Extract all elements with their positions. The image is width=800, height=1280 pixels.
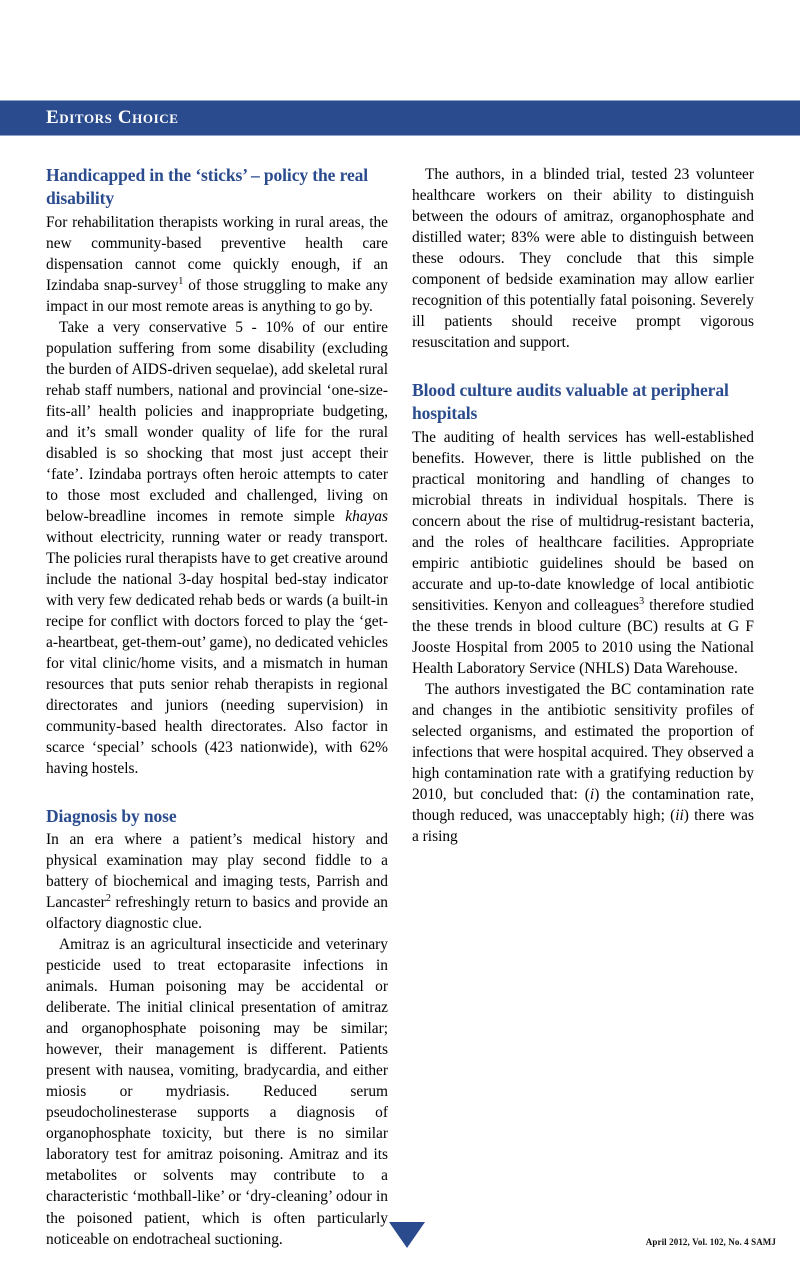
paragraph-handicapped-1 (46, 212, 388, 317)
footnote-ref-3: 3 (639, 595, 645, 607)
text-run: of those struggling to make any impact in our most remote areas is anything to go by. (46, 276, 388, 315)
roman-numeral-i: i (589, 785, 595, 803)
column-right (412, 164, 754, 1194)
text-run: refreshingly return to basics and provide an olfactory diagnostic clue. (46, 894, 388, 933)
article-heading-blood-culture: Blood culture audits valuable at peripheral hospitals (412, 380, 729, 424)
article-heading-handicapped: Handicapped in the ‘sticks’ – policy the real disability (46, 165, 369, 209)
text-run: therefore studied the these trends in blood culture (BC) results at G F Jooste Hospital from 2005 to 2010 using the National Health Laboratory Service (NHLS) Data Warehouse. (412, 596, 754, 677)
italic-term-khayas: khayas (345, 507, 388, 525)
section-banner (0, 100, 800, 136)
text-run: ) there was a rising (412, 806, 754, 845)
footnote-ref-1: 1 (178, 275, 184, 287)
text-run: The auditing of health services has well-established benefits. However, there is little published on the practical monitoring and handling of changes to microbial threats in individual hospitals. There is concern about the rise of multidrug-resistant bacteria, and the roles of healthcare facilities. Appropriate empiric antibiotic guidelines should be based on accurate and up-to-date knowledge of local antibiotic sensitivities. Kenyon and colleagues (412, 428, 754, 614)
paragraph-diagnosis-3: The authors, in a blinded trial, tested 23 volunteer healthcare workers on their ability to distinguish between the odours of amitraz, organophosphate and distilled water; 83% were able to distinguish between these odours. They conclude that this simple component of bedside examination may allow earlier recognition of this potentially fatal poisoning. Severely ill patients should receive prompt vigorous resuscitation and support. (412, 166, 754, 352)
text-run: Take a very conservative 5 - 10% of our entire population suffering from some disability (excluding the burden of AIDS-driven sequelae), add skeletal rural rehab staff numbers, national and provincial ‘one-size-fits-all’ health policies and inappropriate budgeting, and it’s small wonder quality of life for the rural disabled is so shocking that most just accept their ‘fate’. Izindaba portrays often heroic attempts to cater to those most excluded and challenged, living on below-breadline incomes in remote simple (46, 318, 388, 525)
article-heading-diagnosis: Diagnosis by nose (46, 805, 177, 826)
paragraph-handicapped-2 (46, 317, 388, 779)
roman-numeral-ii: ii (675, 806, 684, 824)
section-banner-title: Editors Choice (46, 107, 179, 128)
text-run: In an era where a patient’s medical history and physical examination may play second fiddle to a battery of biochemical and imaging tests, Parrish and Lancaster (46, 831, 388, 912)
footnote-ref-2: 2 (105, 893, 111, 905)
text-run: ) the contamination rate, though reduced, was unacceptably high; ( (412, 785, 754, 824)
paragraph-diagnosis-2: Amitraz is an agricultural insecticide and veterinary pesticide used to treat ectoparasite infections in animals. Human poisoning may be accidental or deliberate. The initial clinical presentation of amitraz and organophosphate poisoning may be similar; however, their management is different. Patients present with nausea, vomiting, bradycardia, and either miosis or mydriasis. Reduced serum pseudocholinesterase supports a diagnosis of organophosphate toxicity, but there is no similar laboratory test for amitraz poisoning. Amitraz and its metabolites or solvents may contribute to a characteristic ‘mothball-like’ or ‘dry-cleaning’ odour in the poisoned patient, which is often particularly noticeable on endotracheal suctioning. (46, 936, 388, 1248)
paragraph-blood-culture-2 (412, 679, 754, 847)
footer-citation: April 2012, Vol. 102, No. 4 SAMJ (645, 1237, 776, 1247)
column-left (46, 164, 388, 1248)
text-run: without electricity, running water or ready transport. The policies rural therapists have to get creative around include the national 3-day hospital bed-stay indicator with very few dedicated rehab beds or wards (a built-in recipe for conflict with doctors forced to play the ‘get-a-heartbeat, get-them-out’ game), no dedicated vehicles for vital clinic/home visits, and a mismatch in human resources that puts senior rehab therapists in regional directorates and juniors (needing supervision) in community-based health directorates. Also factor in scarce ‘special’ schools (423 nationwide), with 62% having hostels. (46, 528, 388, 777)
down-triangle-icon (389, 1222, 425, 1248)
paragraph-diagnosis-1 (46, 829, 388, 934)
paragraph-blood-culture-1 (412, 427, 754, 679)
text-run: The authors investigated the BC contamination rate and changes in the antibiotic sensitivity profiles of selected organisms, and estimated the proportion of infections that were hospital acquired. They observed a high contamination rate with a gratifying reduction by 2010, but concluded that: ( (412, 680, 754, 803)
text-run: For rehabilitation therapists working in rural areas, the new community-based preventive health care dispensation cannot come quickly enough, if an Izindaba snap-survey (46, 213, 388, 294)
